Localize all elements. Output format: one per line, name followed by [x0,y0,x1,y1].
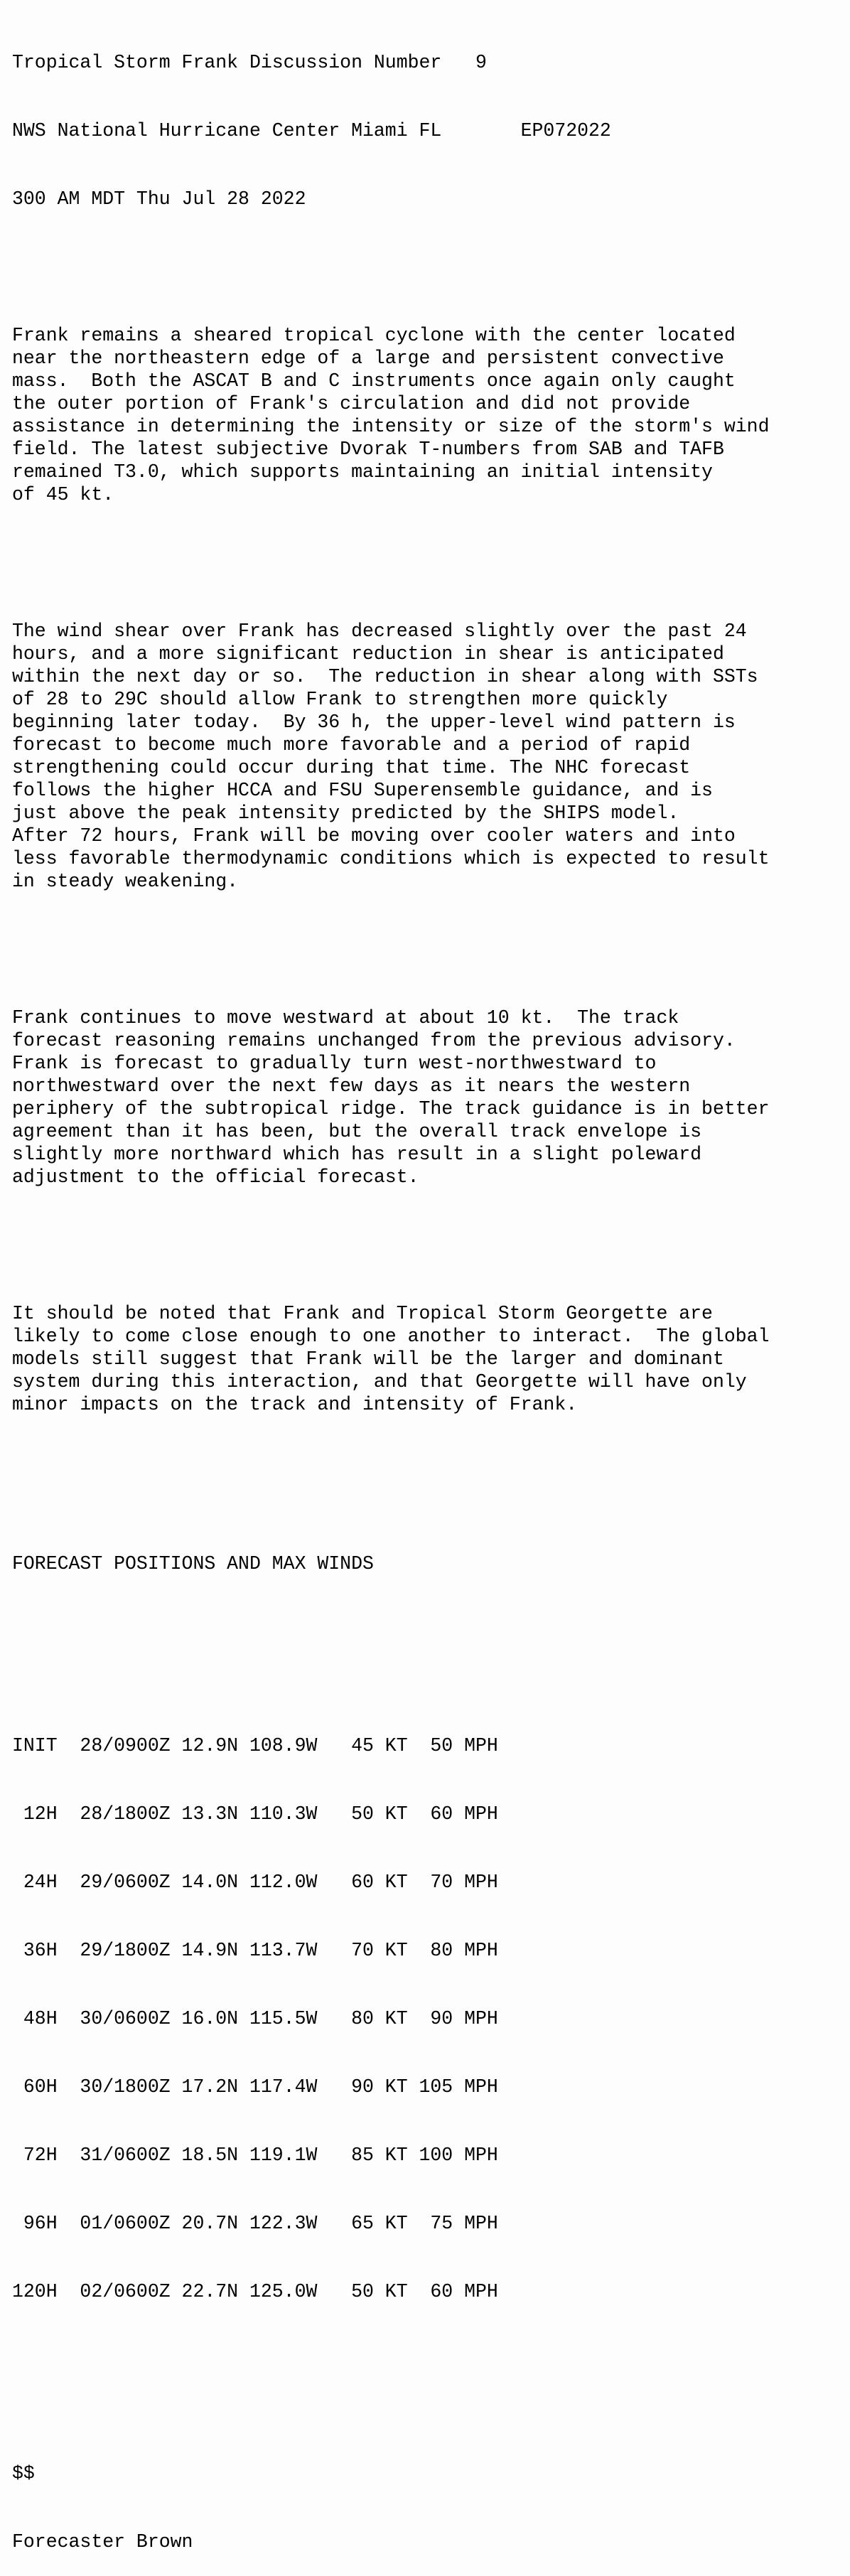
forecast-row: 120H 02/0600Z 22.7N 125.0W 50 KT 60 MPH [12,2281,498,2302]
discussion-document [12,6,844,2576]
spacer [12,1461,844,1507]
forecast-title: FORECAST POSITIONS AND MAX WINDS [12,1553,374,1574]
forecast-row: 60H 30/1800Z 17.2N 117.4W 90 KT 105 MPH [12,2076,498,2098]
spacer [12,2394,844,2417]
spacer [12,1621,844,1643]
forecast-row: 48H 30/0600Z 16.0N 115.5W 80 KT 90 MPH [12,2008,498,2029]
header-title-line: Tropical Storm Frank Discussion Number 9 [12,52,487,73]
end-marker: $$ [12,2463,35,2484]
spacer [12,256,844,279]
spacer [12,938,844,961]
forecast-row: 24H 29/0600Z 14.0N 112.0W 60 KT 70 MPH [12,1872,498,1893]
header-office-line: NWS National Hurricane Center Miami FL EP072022 [12,120,611,141]
paragraph-shear: The wind shear over Frank has decreased slightly over the past 24 hours, and a more significant reduction in shear is anticipated within the next day or so. The reduction in shear along with SSTs of 28 to 29C should allow Frank to strengthen more quickly beginning later today. By 36 h, the upper-level wind pattern is forecast to become much more favorable and a period of rapid strengthening could occur during that time. The NHC forecast follows the higher HCCA and FSU Superensemble guidance, and is just above the peak intensity predicted by the SHIPS model. After 72 hours, Frank will be moving over cooler waters and into less favorable thermodynamic conditions which is expected to result in steady weakening. [12,621,770,892]
spacer [12,552,844,574]
forecast-row: 72H 31/0600Z 18.5N 119.1W 85 KT 100 MPH [12,2145,498,2166]
paragraph-intensity: Frank remains a sheared tropical cyclone with the center located near the northeastern edge of a large and persistent convective mass. Both the ASCAT B and C instruments once again only caught the outer portion of Frank's circulation and did not provide assistance in determining the intensity or size of the storm's wind field. The latest subjective Dvorak T-numbers from SAB and TAFB remained T3.0, which supports maintaining an initial intensity of 45 kt. [12,325,770,505]
forecast-row: 12H 28/1800Z 13.3N 110.3W 50 KT 60 MPH [12,1803,498,1825]
forecast-row: INIT 28/0900Z 12.9N 108.9W 45 KT 50 MPH [12,1735,498,1756]
forecast-table [12,1689,844,2349]
forecast-row: 96H 01/0600Z 20.7N 122.3W 65 KT 75 MPH [12,2213,498,2234]
forecast-row: 36H 29/1800Z 14.9N 113.7W 70 KT 80 MPH [12,1940,498,1961]
forecaster-signature: Forecaster Brown [12,2531,193,2553]
paragraph-interaction: It should be noted that Frank and Tropical Storm Georgette are likely to come close enough to one another to interact. The global models still suggest that Frank will be the larger and dominant system during this interaction, and that Georgette will have only minor impacts on the track and intensity of Frank. [12,1303,770,1415]
header-date-line: 300 AM MDT Thu Jul 28 2022 [12,188,306,210]
paragraph-track: Frank continues to move westward at about 10 kt. The track forecast reasoning remains unchanged from the previous advisory. Frank is forecast to gradually turn west-northwestward to northwestward over the next few days as it nears the western periphery of the subtropical ridge. The track guidance is in better agreement than it has been, but the overall track envelope is slightly more northward which has result in a slight poleward adjustment to the official forecast. [12,1007,770,1188]
spacer [12,1234,844,1257]
